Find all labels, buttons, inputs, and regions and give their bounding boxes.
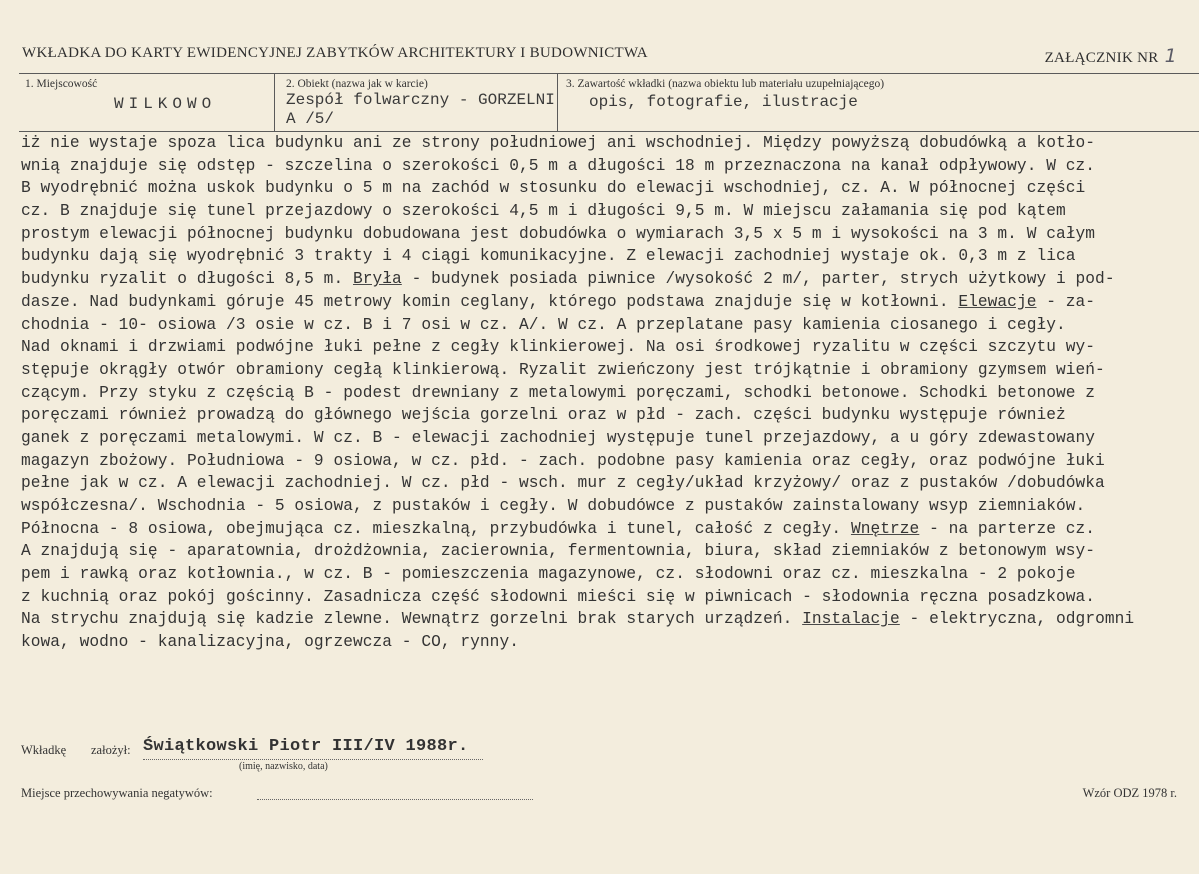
zalozyl-label: założył: [91, 743, 131, 757]
description-line [21, 563, 1196, 586]
description-line [21, 314, 1196, 337]
negatives-row [21, 786, 821, 806]
description-text: Na strychu znajdują się kadzie zlewne. Wewnątrz gorzelni brak starych urządzeń. [21, 610, 803, 629]
content-cell [558, 74, 1199, 131]
description-text: - budynek posiada piwnice /wysokość 2 m/, parter, strych użytkowy i pod- [401, 270, 1115, 289]
section-heading: Bryła [352, 270, 402, 289]
description-line [21, 132, 1196, 155]
description-line [21, 223, 1196, 246]
place-cell [19, 74, 275, 131]
attachment-label-text: ZAŁĄCZNIK NR [1044, 50, 1159, 66]
description-text: A znajdują się - aparatownia, drożdżownia, zacierownia, fermentownia, biura, skład ziemniaków z betonowym wsy- [21, 542, 1096, 561]
description-line [21, 586, 1196, 609]
description-text: magazyn zbożowy. Południowa - 9 osiowa, w cz. płd. - zach. podobne pasy kamienia oraz cegły, oraz podwójne łuki [21, 451, 1105, 470]
content-label: 3. Zawartość wkładki (nazwa obiektu lub materiału uzupełniającego) [566, 78, 885, 90]
description-line [21, 495, 1196, 518]
description-text: - za- [1036, 292, 1096, 311]
author-caption: (imię, nazwisko, data) [239, 761, 328, 772]
place-value: WILKOWO [114, 95, 217, 113]
description-line [21, 177, 1196, 200]
description-text: budynku dają się wyodrębnić 3 trakty i 4 ciągi komunikacyjne. Z elewacji zachodniej wystaje ok. 0,3 m z lica [21, 247, 1076, 266]
description-line [21, 382, 1196, 405]
object-cell [275, 74, 558, 131]
description-text: iż nie wystaje spoza lica budynku ani ze strony południowej ani wschodniej. Między powyższą dobudówką a kotło- [21, 134, 1096, 152]
attachment-label [1045, 45, 1177, 67]
description-line [21, 359, 1196, 382]
object-value: Zespół folwarczny - GORZELNIA /5/ [286, 91, 555, 128]
place-label: 1. Miejscowość [25, 78, 98, 90]
description-text: Nad oknami i drzwiami podwójne łuki pełne z cegły klinkierowej. Na osi środkowej ryzalitu w części szczytu wy- [21, 338, 1096, 357]
description-line [21, 450, 1196, 473]
description-text: - na parterze cz. [919, 519, 1096, 538]
section-heading: Elewacje [958, 292, 1037, 311]
description-text: pełne jak w cz. A elewacji zachodniej. W cz. płd - wsch. mur z cegły/układ krzyżowy/ oraz z pustaków /dobudówka [21, 474, 1105, 493]
section-heading: Wnętrze [850, 519, 920, 538]
description-line [21, 472, 1196, 495]
signature-dotted-line [143, 759, 483, 760]
description-text: współczesna/. Wschodnia - 5 osiowa, z pustaków i cegły. W dobudówce z pustaków zainstalowany wsyp ziemniaków. [21, 497, 1086, 515]
wklade-label: Wkładkę [21, 743, 67, 757]
description-line [21, 608, 1196, 631]
description-line [21, 540, 1196, 563]
description-text: prostym elewacji północnej budynku dobudowana jest dobudówka o wymiarach 3,5 x 5 m i wysokości na 3 m. W całym [21, 224, 1096, 243]
description-line [21, 404, 1196, 427]
description-text: z kuchnią oraz pokój gościnny. Zasadnicza część słodowni mieści się w piwnicach - słodownia ręczna posadzkowa. [21, 587, 1096, 606]
description-text: budynku ryzalit o długości 8,5 m. [21, 270, 353, 289]
negatives-dotted-line [257, 799, 533, 800]
description-text: dasze. Nad budynkami góruje 45 metrowy komin ceglany, którego podstawa znajduje się w kotłowni. [21, 292, 959, 311]
description-text: B wyodrębnić można uskok budynku o 5 m na zachód w stosunku do elewacji wschodniej, cz. A. W północnej części [21, 179, 1086, 198]
header-fields-table [19, 73, 1199, 132]
description-text: - elektryczna, odgromni [899, 610, 1135, 629]
description-text: cz. B znajduje się tunel przejazdowy o szerokości 4,5 m i długości 9,5 m. W miejscu załamania się pod kątem [21, 202, 1066, 221]
description-line [21, 631, 1196, 654]
description-text: stępuje okrągły otwór obramiony cegłą klinkierową. Ryzalit zwieńczony jest trójkątnie i obramiony gzymsem wień- [21, 360, 1105, 379]
content-value: opis, fotografie, ilustracje [589, 93, 858, 111]
description-line [21, 518, 1196, 541]
section-heading: Instalacje [802, 610, 900, 629]
description-text: kowa, wodno - kanalizacyjna, ogrzewcza - CO, rynny. [21, 633, 519, 652]
object-label: 2. Obiekt (nazwa jak w karcie) [286, 78, 428, 90]
description-text: wnią znajduje się odstęp - szczelina o szerokości 0,5 m a długości 18 m przeznaczona na kanał odpływowy. W cz. [21, 156, 1096, 175]
negatives-label: Miejsce przechowywania negatywów: [21, 786, 213, 800]
description-text: poręczami również prowadzą do głównego wejścia gorzelni oraz w płd - zach. części budynku występuje również [21, 406, 1066, 425]
description-line [21, 291, 1196, 314]
description-line [21, 268, 1196, 291]
description-text: chodnia - 10- osiowa /3 osie w cz. B i 7 osi w cz. A/. W cz. A przeplatane pasy kamienia ciosanego i cegły. [21, 315, 1066, 334]
card-title: WKŁADKA DO KARTY EWIDENCYJNEJ ZABYTKÓW ARCHITEKTURY I BUDOWNICTWA [22, 45, 648, 61]
description-text: ganek z poręczami metalowymi. W cz. B - elewacji zachodniej występuje tunel przejazdowy, a u góry zdewastowany [21, 428, 1096, 447]
description-text: czącym. Przy styku z częścią B - podest drewniany z metalowymi poręczami, schodki betonowe. Schodki betonowe z [21, 383, 1096, 402]
attachment-number: 1 [1164, 45, 1177, 67]
description-text: pem i rawką oraz kotłownia., w cz. B - pomieszczenia magazynowe, cz. słodowni oraz cz. mieszkalna - 2 pokoje [21, 565, 1076, 584]
author-signature: Świątkowski Piotr III/IV 1988r. [143, 737, 469, 756]
description-line [21, 245, 1196, 268]
description-text: Północna - 8 osiowa, obejmująca cz. mieszkalną, przybudówka i tunel, całość z cegły. [21, 519, 851, 538]
form-model-label: Wzór ODZ 1978 r. [1082, 786, 1177, 800]
signature-row [21, 737, 821, 777]
description-line [21, 200, 1196, 223]
description-body [21, 132, 1196, 654]
description-line [21, 155, 1196, 178]
description-line [21, 336, 1196, 359]
description-line [21, 427, 1196, 450]
